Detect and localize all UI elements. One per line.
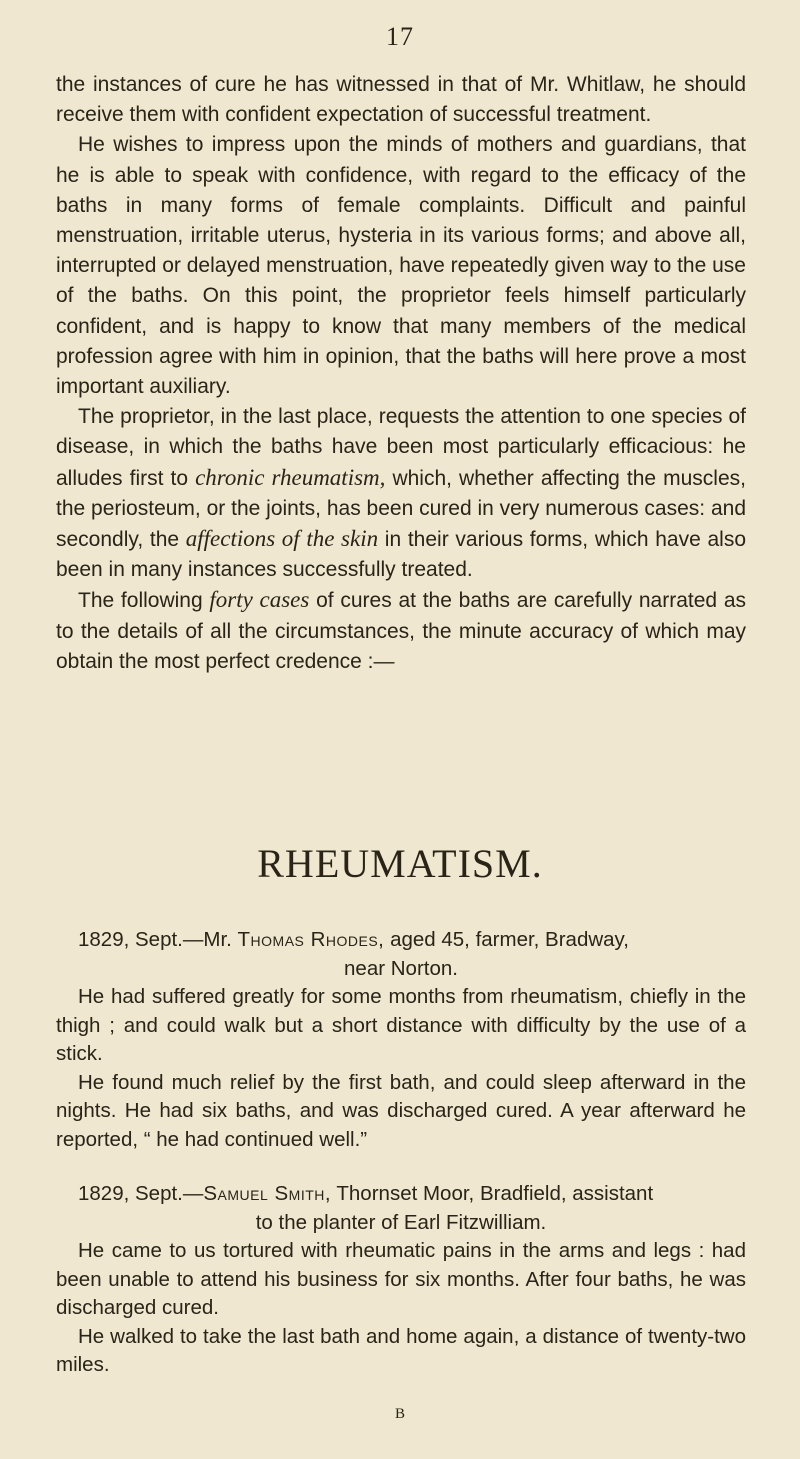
case-header-continued: to the planter of Earl Fitzwilliam. (255, 1210, 547, 1234)
paragraph (56, 585, 746, 677)
paragraph (56, 70, 746, 130)
paragraph (56, 130, 746, 402)
patient-name: Samuel Smith, (203, 1182, 332, 1205)
section-heading: RHEUMATISM. (257, 841, 543, 886)
text-run: the instances of cure he has witnessed in that of Mr. Whitlaw, he should receive them with confident expectation of successful treatment. (56, 73, 746, 127)
case-header-continued: near Norton. (344, 956, 458, 980)
italic-term: chronic rheumatism, (195, 464, 386, 490)
signature-mark: B (394, 1406, 405, 1422)
text-run: The following (78, 589, 210, 613)
case-paragraph: He came to us tortured with rheumatic pains in the arms and legs : had been unable to attend his business for six months. After four baths, he was discharged cured. (56, 1239, 746, 1319)
text-run: Thornset Moor, Bradfield, assistant (331, 1182, 654, 1205)
text-run: in their various forms, which have also been in many instances successfully treated. (56, 528, 746, 582)
intro-text (56, 70, 746, 677)
text-run: The proprietor, in the last place, requests the attention to one species of disease, in which the baths have been most particularly efficacious: he alludes first to (56, 405, 746, 490)
page-number: 17 (386, 22, 414, 51)
text-run: of cures at the baths are carefully narrated as to the details of all the circumstances, the minute accuracy of which may obtain the most perfect credence :— (56, 589, 746, 673)
case-header (56, 926, 746, 955)
patient-name: Thomas Rhodes, (237, 928, 385, 951)
case-paragraph: He walked to take the last bath and home again, a distance of twenty-two miles. (56, 1324, 746, 1376)
text-run: 1829, Sept.—Mr. (78, 928, 238, 951)
text-run: 1829, Sept.— (78, 1182, 204, 1205)
case-paragraph: He found much relief by the first bath, and could sleep afterward in the nights. He had six baths, and was discharged cured. A year afterward he reported, “ he had continued well.” (56, 1070, 746, 1151)
case-header (56, 1180, 746, 1209)
case-paragraph: He had suffered greatly for some months from rheumatism, chiefly in the thigh ; and could walk but a short distance with difficulty by the use of a stick. (56, 985, 746, 1065)
italic-term: affections of the skin (185, 526, 379, 552)
paragraph (56, 402, 746, 585)
case-entry (56, 926, 746, 1154)
text-run: He wishes to impress upon the minds of mothers and guardians, that he is able to speak with confidence, with regard to the efficacy of the baths in many forms of female complaints. Difficult and painful menstruation, irritable uterus, hysteria in its various forms; and above all, interrupted or delayed menstruation, have repeatedly given way to the use of the baths. On this point, the proprietor feels himself particularly confident, and is happy to know that many members of the medical profession agree with him in opinion, that the baths will here prove a most important auxiliary. (56, 133, 746, 399)
text-run: aged 45, farmer, Bradway, (384, 928, 629, 951)
italic-term: forty cases (209, 587, 310, 613)
text-run: which, whether affecting the muscles, the periosteum, or the joints, has been cured in very numerous cases: and secondly, the (56, 466, 746, 552)
case-entry (56, 1180, 746, 1380)
